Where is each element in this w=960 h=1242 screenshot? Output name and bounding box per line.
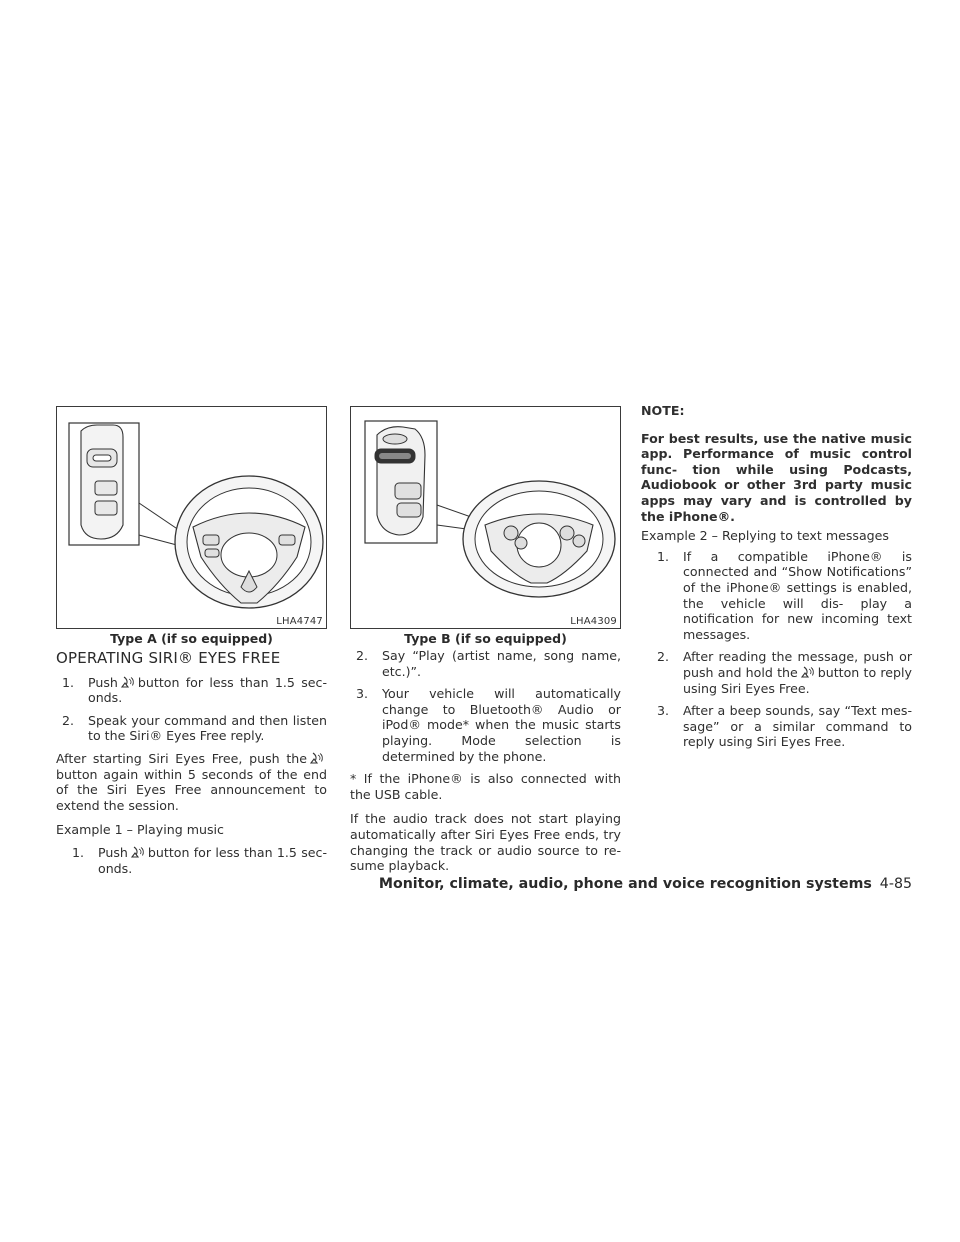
- voice-talk-icon: [310, 751, 324, 764]
- list-item: [350, 648, 621, 679]
- voice-talk-icon: [801, 665, 815, 678]
- figure-code: LHA4747: [276, 616, 323, 627]
- step-text: After reading the message, push or push and hold the: [683, 649, 912, 680]
- figure-type-b: [350, 406, 621, 629]
- list-item: [641, 649, 912, 696]
- list-number: 3.: [657, 703, 670, 719]
- step-text: button for less than 1.5 sec- onds.: [98, 844, 327, 876]
- list-item: [56, 675, 327, 706]
- steering-wheel-illustration-a: [57, 407, 326, 628]
- figure-caption: Type B (if so equipped): [404, 631, 567, 646]
- list-item: [56, 845, 327, 876]
- list-number: 1.: [657, 548, 670, 564]
- note-label: NOTE:: [641, 403, 685, 418]
- step-text: If a compatible iPhone® is connected and “Show Notifications” of the iPhone® settings is enabled, the vehicle will dis- play a notification for new incoming text messages.: [683, 548, 912, 642]
- list-number: 2.: [657, 649, 670, 665]
- list-number: 3.: [356, 686, 369, 702]
- example-label: Example 2 – Replying to text messages: [641, 528, 889, 544]
- figure-caption: Type A (if so equipped): [110, 631, 273, 646]
- note-body: For best results, use the native music app. Performance of music control func- tion while using Podcasts, Audiobook or other 3rd party music apps may vary and is controlled by the iPhone®.: [641, 430, 912, 524]
- left-column: [56, 651, 327, 883]
- body-text: button again within 5 seconds of the end of the Siri Eyes Free announcement to extend the session.: [56, 766, 327, 813]
- list-number: 2.: [62, 712, 75, 728]
- voice-talk-icon: [131, 845, 145, 858]
- step-text: Push: [98, 844, 128, 860]
- step-text: Your vehicle will automatically change to Bluetooth® Audio or iPod® mode* when the music starts playing. Mode selection is determined by the phone.: [382, 686, 621, 764]
- step-text: button for less than 1.5 sec- onds.: [88, 674, 327, 706]
- body-text: If the audio track does not start playing automatically after Siri Eyes Free ends, try changing the track or audio source to re- sume playback.: [350, 811, 621, 874]
- list-item: [56, 713, 327, 744]
- middle-column: [350, 648, 621, 883]
- right-column: [641, 403, 912, 757]
- step-text: button to reply using Siri Eyes Free.: [683, 664, 912, 696]
- steering-wheel-illustration-b: [351, 407, 620, 628]
- list-number: 1.: [72, 844, 85, 860]
- body-text: After starting Siri Eyes Free, push the: [56, 750, 307, 766]
- step-text: Say “Play (artist name, song name, etc.)”.: [382, 648, 621, 679]
- page-footer: [378, 876, 912, 892]
- list-item: [641, 703, 912, 750]
- list-item: [641, 549, 912, 643]
- list-number: 1.: [62, 674, 75, 690]
- step-text: Push: [88, 674, 118, 690]
- step-text: After a beep sounds, say “Text mes- sage” or a similar command to reply using Siri Eyes Free.: [683, 703, 912, 750]
- figure-code: LHA4309: [570, 616, 617, 627]
- section-heading: OPERATING SIRI® EYES FREE: [56, 649, 281, 667]
- voice-talk-icon: [121, 675, 135, 688]
- page-number: 4-85: [879, 876, 912, 892]
- figure-type-a: [56, 406, 327, 629]
- footnote-text: * If the iPhone® is also connected with the USB cable.: [350, 771, 621, 802]
- list-item: [350, 686, 621, 764]
- list-number: 2.: [356, 648, 369, 663]
- footer-section-title: Monitor, climate, audio, phone and voice recognition systems: [378, 876, 872, 892]
- step-text: Speak your command and then listen to the Siri® Eyes Free reply.: [88, 712, 327, 744]
- example-label: Example 1 – Playing music: [56, 822, 224, 838]
